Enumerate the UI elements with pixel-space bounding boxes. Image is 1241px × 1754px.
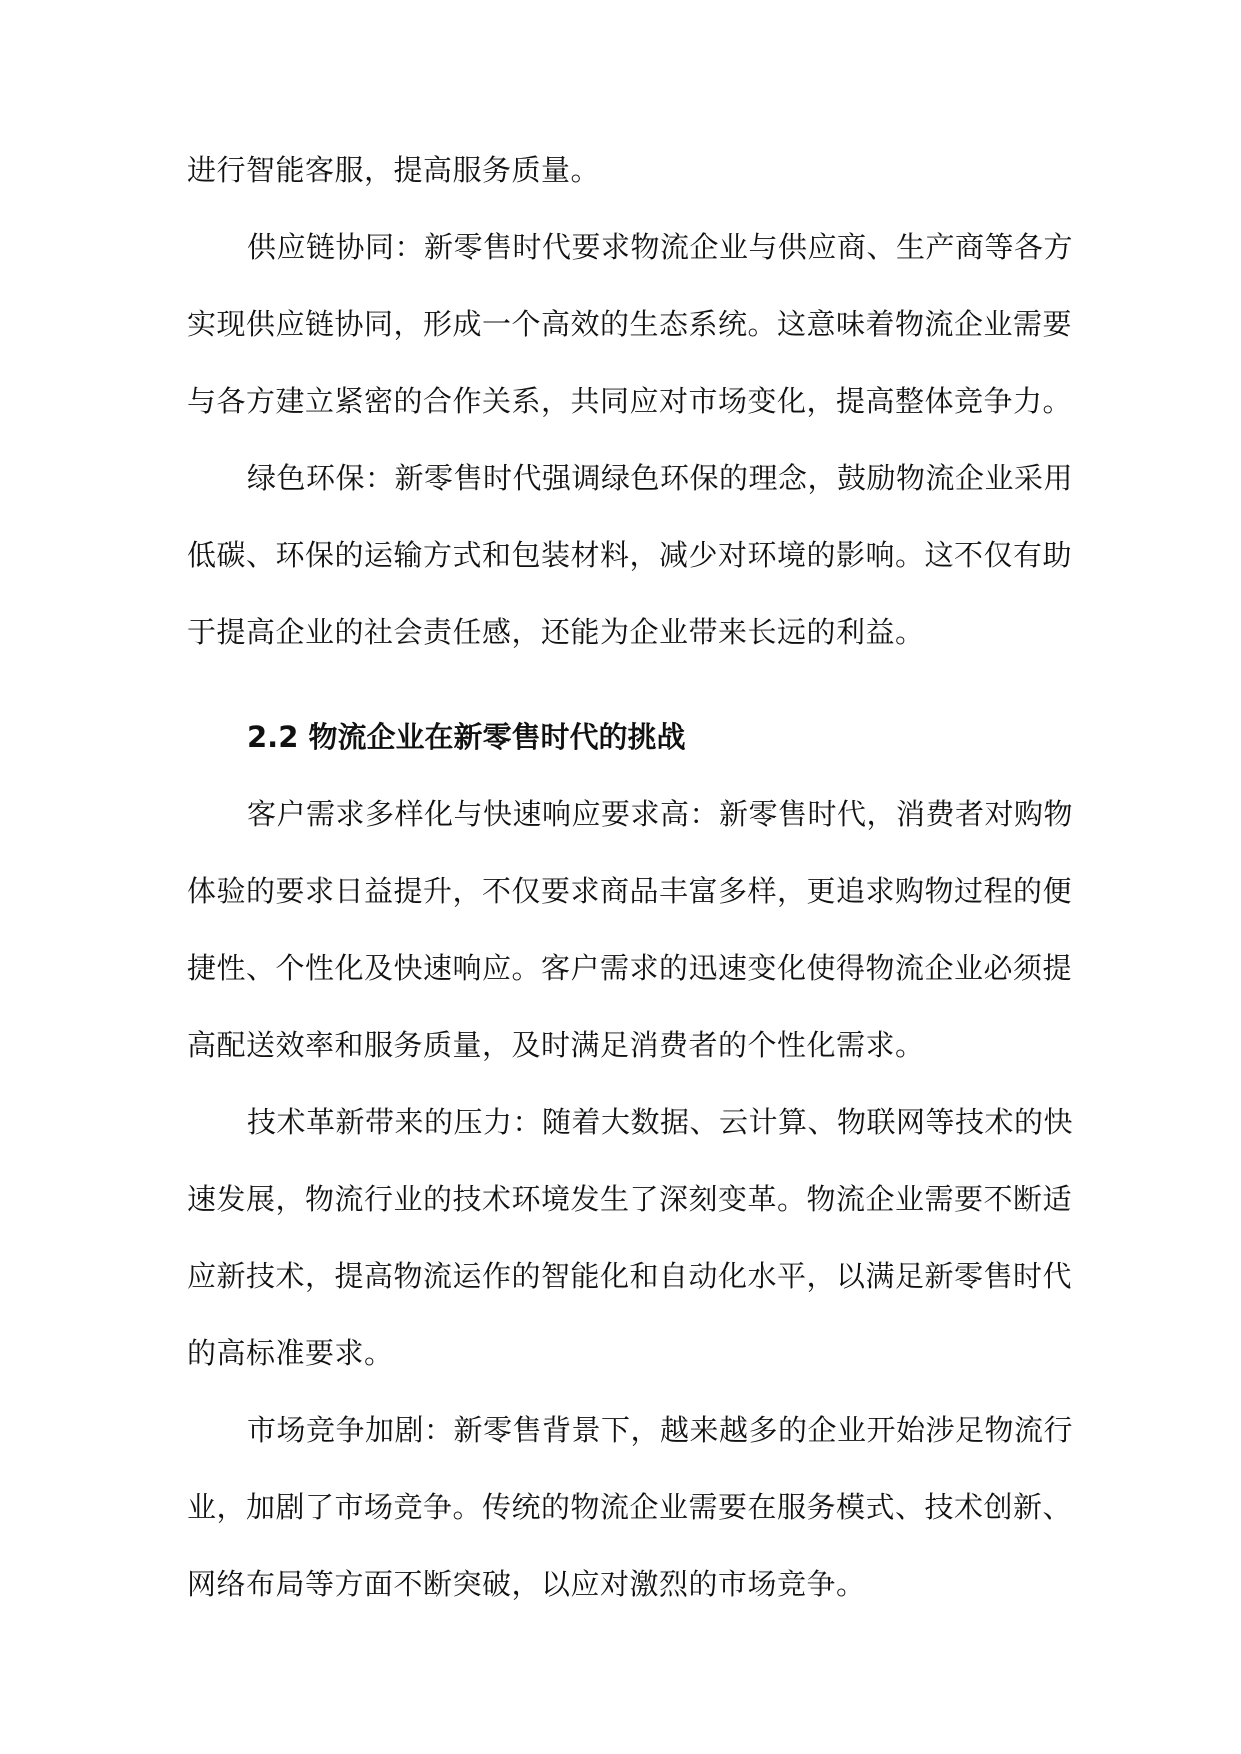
- paragraph-line: 捷性、个性化及快速响应。客户需求的迅速变化使得物流企业必须提: [187, 951, 1073, 985]
- paragraph-line: 网络布局等方面不断突破，以应对激烈的市场竞争。: [187, 1567, 866, 1601]
- paragraph-line: 高配送效率和服务质量，及时满足消费者的个性化需求。: [187, 1028, 925, 1062]
- paragraph-line: 客户需求多样化与快速响应要求高：新零售时代，消费者对购物: [247, 797, 1074, 831]
- paragraph-line: 于提高企业的社会责任感，还能为企业带来长远的利益。: [187, 615, 925, 649]
- paragraph-line: 技术革新带来的压力：随着大数据、云计算、物联网等技术的快: [247, 1105, 1074, 1139]
- paragraph-line: 绿色环保：新零售时代强调绿色环保的理念，鼓励物流企业采用: [247, 461, 1074, 495]
- paragraph-line: 速发展，物流行业的技术环境发生了深刻变革。物流企业需要不断适: [187, 1182, 1073, 1216]
- paragraph-line: 应新技术，提高物流运作的智能化和自动化水平，以满足新零售时代: [187, 1259, 1073, 1293]
- paragraph-line: 市场竞争加剧：新零售背景下，越来越多的企业开始涉足物流行: [247, 1413, 1074, 1447]
- paragraph-line: 实现供应链协同，形成一个高效的生态系统。这意味着物流企业需要: [187, 307, 1073, 341]
- paragraph-line: 体验的要求日益提升，不仅要求商品丰富多样，更追求购物过程的便: [187, 874, 1073, 908]
- paragraph-line: 业，加剧了市场竞争。传统的物流企业需要在服务模式、技术创新、: [187, 1490, 1073, 1524]
- paragraph-line: 与各方建立紧密的合作关系，共同应对市场变化，提高整体竞争力。: [187, 384, 1073, 418]
- paragraph-line: 供应链协同：新零售时代要求物流企业与供应商、生产商等各方: [247, 230, 1074, 264]
- section-heading: 2.2 物流企业在新零售时代的挑战: [247, 720, 686, 754]
- paragraph-line: 的高标准要求。: [187, 1336, 394, 1370]
- paragraph-line: 进行智能客服，提高服务质量。: [187, 153, 601, 187]
- paragraph-line: 低碳、环保的运输方式和包装材料，减少对环境的影响。这不仅有助: [187, 538, 1073, 572]
